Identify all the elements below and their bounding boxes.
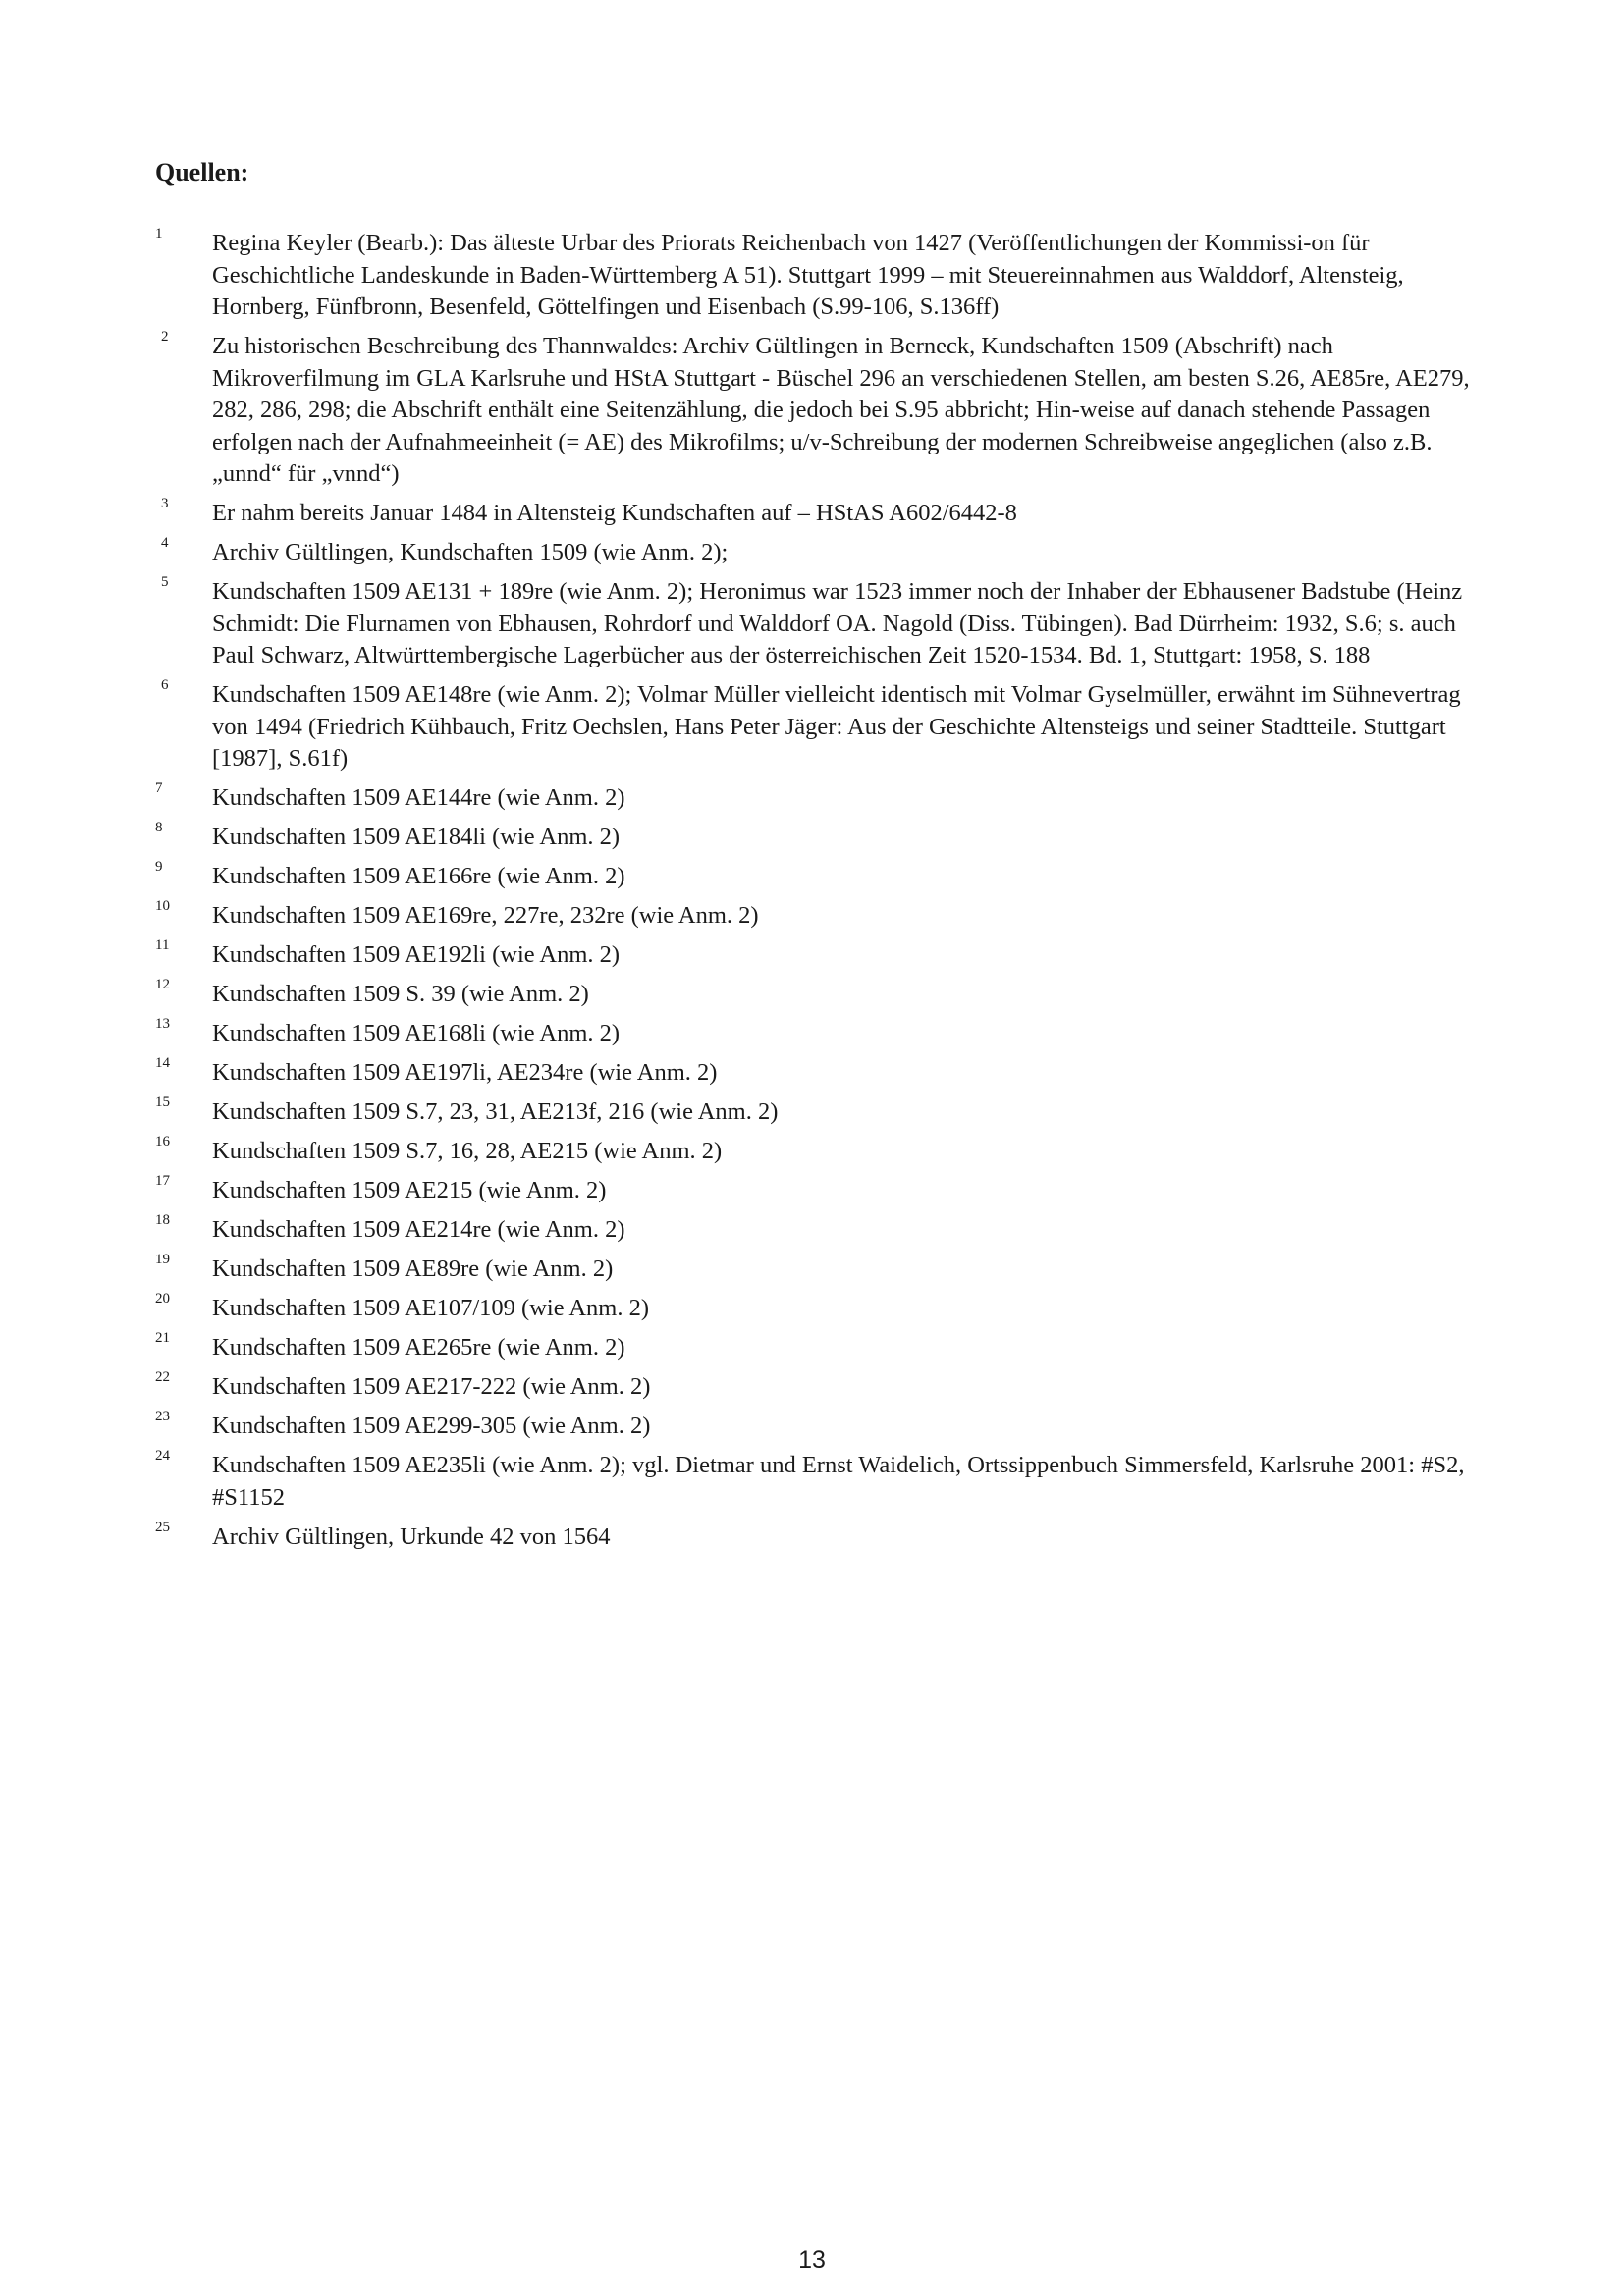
footnote-number: 2 [161, 329, 169, 345]
footnote-item [155, 1057, 1486, 1090]
footnote-number: 19 [155, 1252, 170, 1267]
footnote-text: Kundschaften 1509 S.7, 23, 31, AE213f, 216 (wie Anm. 2) [212, 1098, 779, 1125]
footnote-item [155, 331, 1486, 491]
footnote-number: 20 [155, 1291, 170, 1307]
footnote-text: Kundschaften 1509 AE235li (wie Anm. 2); vgl. Dietmar und Ernst Waidelich, Ortssippenbuch Simmersfeld, Karlsruhe 2001: #S2, #S1152 [212, 1452, 1465, 1511]
footnote-number: 22 [155, 1369, 170, 1385]
footnote-item [155, 576, 1486, 672]
page-number: 13 [798, 2246, 826, 2273]
footnote-item [155, 1332, 1486, 1364]
footnote-item [155, 822, 1486, 854]
footnote-number: 3 [161, 496, 169, 511]
footnote-text: Kundschaften 1509 AE131 + 189re (wie Anm. 2); Heronimus war 1523 immer noch der Inhaber der Ebhausener Badstube (Heinz Schmidt: Die Flurnamen von Ebhausen, Rohrdorf und Walddorf OA. Nagold (Diss. Tübingen). Bad Dürrheim: 1932, S.6; s. auch Paul Schwarz, Altwürttembergische Lagerbücher aus der österreichischen Zeit 1520-1534. Bd. 1, Stuttgart: 1958, S. 188 [212, 578, 1463, 668]
footnote-text: Kundschaften 1509 AE184li (wie Anm. 2) [212, 824, 621, 850]
footnote-number: 11 [155, 937, 170, 953]
footnote-number: 8 [155, 820, 163, 835]
footnote-item [155, 861, 1486, 893]
footnote-item [155, 228, 1486, 324]
footnote-number: 7 [155, 780, 163, 796]
sources-heading: Quellen: [155, 158, 249, 187]
footnote-text: Kundschaften 1509 AE192li (wie Anm. 2) [212, 941, 621, 968]
footnote-text: Kundschaften 1509 AE166re (wie Anm. 2) [212, 863, 625, 889]
footnote-text: Kundschaften 1509 AE197li, AE234re (wie Anm. 2) [212, 1059, 718, 1086]
footnote-text: Kundschaften 1509 AE265re (wie Anm. 2) [212, 1334, 625, 1361]
footnote-text: Kundschaften 1509 AE168li (wie Anm. 2) [212, 1020, 621, 1046]
footnote-number: 13 [155, 1016, 170, 1032]
footnote-item [155, 1136, 1486, 1168]
footnote-text: Kundschaften 1509 S. 39 (wie Anm. 2) [212, 981, 589, 1007]
footnote-text: Zu historischen Beschreibung des Thannwaldes: Archiv Gültlingen in Berneck, Kundschaften 1509 (Abschrift) nach Mikroverfilmung im GLA Karlsruhe und HStA Stuttgart - Büschel 296 an verschiedenen Stellen, am besten S.26, AE85re, AE279, 282, 286, 298; die Abschrift enthält eine Seitenzählung, die jedoch bei S.95 abbricht; Hin-weise auf danach stehende Passagen erfolgen nach der Aufnahmeeinheit (= AE) des Mikrofilms; u/v-Schreibung der modernen Schreibweise angeglichen (also z.B. „unnd“ für „vnnd“) [212, 333, 1470, 487]
footnote-item [155, 1293, 1486, 1325]
footnote-number: 24 [155, 1448, 170, 1464]
footnote-item [155, 1411, 1486, 1443]
footnote-number: 14 [155, 1055, 170, 1071]
footnote-item [155, 1254, 1486, 1286]
footnote-text: Kundschaften 1509 AE217-222 (wie Anm. 2) [212, 1373, 651, 1400]
footnote-number: 12 [155, 977, 170, 992]
footnote-item [155, 1175, 1486, 1207]
footnote-number: 5 [161, 574, 169, 590]
footnote-item [155, 939, 1486, 972]
footnote-item [155, 1450, 1486, 1514]
footnote-text: Kundschaften 1509 AE148re (wie Anm. 2); Volmar Müller vielleicht identisch mit Volmar Gyselmüller, erwähnt im Sühnevertrag von 1494 (Friedrich Kühbauch, Fritz Oechslen, Hans Peter Jäger: Aus der Geschichte Altensteigs und seiner Stadtteile. Stuttgart [1987], S.61f) [212, 681, 1461, 772]
footnote-item [155, 1519, 1486, 1554]
footnote-number: 15 [155, 1095, 170, 1110]
footnote-item [155, 900, 1486, 933]
footnote-text: Kundschaften 1509 AE169re, 227re, 232re (wie Anm. 2) [212, 902, 759, 929]
footnote-number: 23 [155, 1409, 170, 1424]
footnote-item [155, 679, 1486, 775]
footnote-number: 16 [155, 1134, 170, 1149]
footnote-list [155, 228, 1486, 1561]
footnote-number: 10 [155, 898, 170, 914]
footnote-item [155, 782, 1486, 815]
footnote-text: Archiv Gültlingen, Kundschaften 1509 (wie Anm. 2); [212, 539, 729, 565]
footnote-text: Regina Keyler (Bearb.): Das älteste Urbar des Priorats Reichenbach von 1427 (Veröffentlichungen der Kommissi-on für Geschichtliche Landeskunde in Baden-Württemberg A 51). Stuttgart 1999 – mit Steuereinnahmen aus Walddorf, Altensteig, Hornberg, Fünfbronn, Besenfeld, Göttelfingen und Eisenbach (S.99-106, S.136ff) [212, 230, 1404, 320]
footnote-text: Kundschaften 1509 AE107/109 (wie Anm. 2) [212, 1295, 650, 1321]
footnote-number: 18 [155, 1212, 170, 1228]
footnote-item [155, 979, 1486, 1011]
footnote-text: Kundschaften 1509 S.7, 16, 28, AE215 (wie Anm. 2) [212, 1138, 723, 1164]
footnote-item [155, 1214, 1486, 1247]
footnote-text: Er nahm bereits Januar 1484 in Altensteig Kundschaften auf – HStAS A602/6442-8 [212, 500, 1017, 526]
footnote-number: 6 [161, 677, 169, 693]
footnote-item [155, 498, 1486, 530]
footnote-number: 4 [161, 535, 169, 551]
footnote-number: 1 [155, 226, 163, 241]
footnote-number: 17 [155, 1173, 170, 1189]
footnote-number: 9 [155, 859, 163, 875]
footnote-text: Kundschaften 1509 AE215 (wie Anm. 2) [212, 1177, 607, 1203]
footnote-item [155, 1096, 1486, 1129]
footnote-text: Kundschaften 1509 AE89re (wie Anm. 2) [212, 1255, 614, 1282]
footnote-item [155, 1018, 1486, 1050]
footnote-item [155, 537, 1486, 569]
footnote-text: Archiv Gültlingen, Urkunde 42 von 1564 [212, 1522, 611, 1550]
footnote-text: Kundschaften 1509 AE299-305 (wie Anm. 2) [212, 1413, 651, 1439]
footnote-number: 25 [155, 1519, 170, 1535]
footnote-text: Kundschaften 1509 AE144re (wie Anm. 2) [212, 784, 625, 811]
footnote-text: Kundschaften 1509 AE214re (wie Anm. 2) [212, 1216, 625, 1243]
footnote-item [155, 1371, 1486, 1404]
footnote-number: 21 [155, 1330, 170, 1346]
